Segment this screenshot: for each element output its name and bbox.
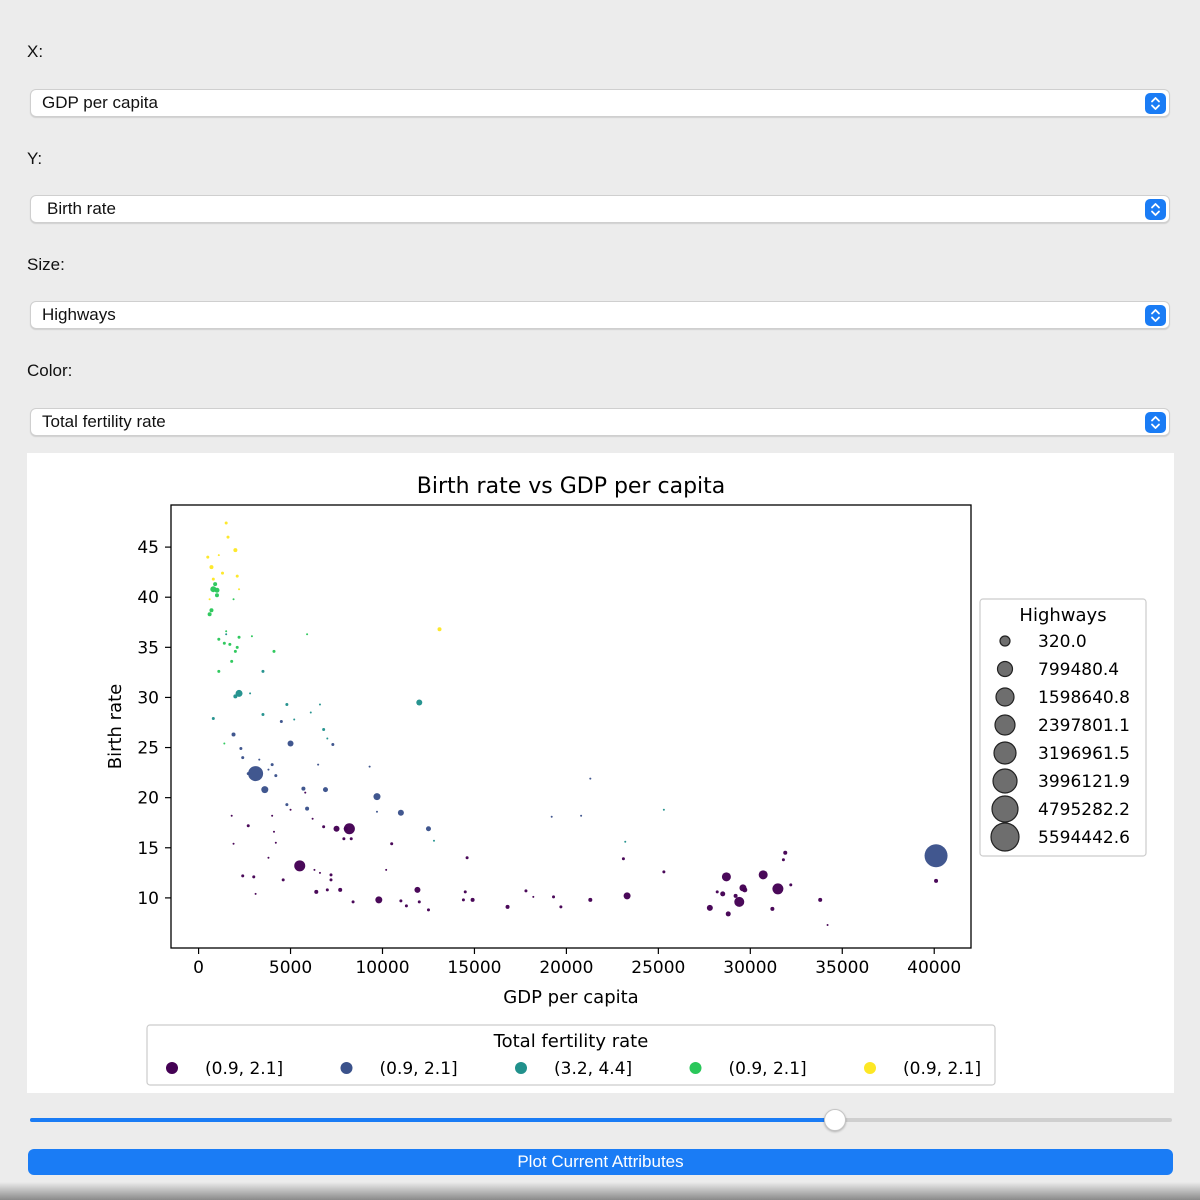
- data-point: [288, 741, 294, 747]
- data-point: [310, 711, 312, 713]
- data-point: [209, 608, 213, 612]
- size-select-value: Highways: [42, 305, 116, 324]
- data-point: [252, 875, 255, 878]
- slider-fill: [30, 1118, 835, 1122]
- color-legend-label: (0.9, 2.1]: [903, 1059, 982, 1079]
- data-point: [438, 627, 442, 631]
- size-legend-label: 799480.4: [1038, 660, 1120, 680]
- color-legend-marker: [690, 1062, 702, 1074]
- y-axis-select-value: Birth rate: [47, 199, 116, 218]
- data-point: [214, 588, 219, 593]
- data-point: [206, 556, 209, 559]
- y-tick-label: 15: [137, 838, 159, 859]
- data-point: [306, 633, 308, 635]
- data-point: [319, 703, 321, 705]
- size-legend-marker: [992, 796, 1018, 822]
- data-point: [241, 874, 244, 877]
- data-point: [589, 778, 591, 780]
- data-point: [662, 870, 665, 873]
- data-point: [267, 857, 269, 859]
- y-tick-label: 10: [137, 888, 159, 909]
- up-down-chevron-icon: [1145, 305, 1166, 326]
- data-point: [209, 598, 211, 600]
- data-point: [285, 803, 288, 806]
- size-legend-label: 5594442.6: [1038, 828, 1130, 848]
- color-legend-marker: [864, 1062, 876, 1074]
- color-label: Color:: [27, 361, 73, 380]
- color-legend-label: (0.9, 2.1]: [379, 1059, 458, 1079]
- data-point: [213, 582, 217, 586]
- data-point: [225, 522, 228, 525]
- color-legend-label: (0.9, 2.1]: [205, 1059, 284, 1079]
- data-point: [716, 890, 719, 893]
- data-point: [249, 692, 251, 694]
- y-tick-label: 40: [137, 588, 159, 609]
- data-point: [238, 588, 240, 590]
- data-point: [209, 565, 213, 569]
- size-legend-label: 4795282.2: [1038, 800, 1130, 820]
- size-legend-label: 2397801.1: [1038, 716, 1130, 736]
- x-tick-label: 20000: [539, 958, 594, 978]
- data-point: [238, 636, 241, 639]
- data-point: [234, 650, 237, 653]
- data-point: [405, 904, 408, 907]
- data-point: [275, 842, 277, 844]
- color-legend-title: Total fertility rate: [493, 1031, 649, 1052]
- size-legend-marker: [991, 823, 1019, 851]
- data-point: [552, 895, 555, 898]
- data-point: [294, 860, 305, 871]
- x-axis-label: X:: [27, 42, 44, 61]
- plot-frame: [171, 505, 971, 948]
- x-axis-select[interactable]: [30, 89, 1170, 117]
- data-point: [330, 878, 333, 881]
- x-tick-label: 0: [193, 958, 205, 978]
- data-point: [580, 815, 582, 817]
- up-down-chevron-icon: [1145, 199, 1166, 220]
- data-point: [236, 575, 239, 578]
- data-point: [227, 536, 230, 539]
- y-axis-label: Y:: [27, 149, 43, 168]
- data-point: [236, 646, 239, 649]
- data-point: [221, 572, 224, 575]
- y-tick-label: 45: [137, 538, 159, 559]
- data-point: [212, 717, 215, 720]
- up-down-chevron-icon: [1145, 93, 1166, 114]
- data-point: [285, 703, 288, 706]
- data-point: [326, 888, 329, 891]
- data-point: [827, 924, 829, 926]
- data-point: [624, 841, 626, 843]
- size-legend-label: 320.0: [1038, 632, 1087, 652]
- size-legend-marker: [993, 769, 1017, 793]
- y-axis-title: Birth rate: [105, 683, 126, 770]
- data-point: [375, 896, 382, 903]
- size-select[interactable]: [30, 301, 1170, 329]
- data-point: [759, 870, 768, 879]
- data-point: [385, 869, 387, 871]
- data-point: [212, 578, 215, 581]
- data-point: [818, 898, 822, 902]
- size-legend-marker: [995, 715, 1015, 735]
- data-point: [433, 840, 435, 842]
- data-point: [344, 823, 355, 834]
- data-point: [255, 893, 257, 895]
- data-point: [230, 660, 233, 663]
- data-point: [225, 633, 227, 635]
- size-label: Size:: [27, 255, 65, 274]
- data-point: [559, 905, 562, 908]
- data-point: [783, 851, 787, 855]
- data-point: [782, 858, 785, 861]
- data-point: [241, 756, 244, 759]
- data-point: [304, 792, 306, 794]
- data-point: [350, 837, 353, 840]
- data-point: [466, 856, 469, 859]
- y-tick-label: 30: [137, 688, 159, 709]
- data-point: [225, 630, 227, 632]
- data-point: [293, 718, 295, 720]
- data-point: [399, 899, 402, 902]
- data-point: [233, 843, 235, 845]
- data-point: [398, 810, 404, 816]
- data-point: [720, 891, 725, 896]
- data-point: [223, 743, 225, 745]
- data-point: [267, 769, 269, 771]
- x-tick-label: 30000: [723, 958, 778, 978]
- up-down-chevron-icon: [1145, 412, 1166, 433]
- data-point: [588, 898, 592, 902]
- data-point: [247, 824, 250, 827]
- size-legend-marker: [994, 742, 1016, 764]
- color-legend-label: (0.9, 2.1]: [728, 1059, 807, 1079]
- data-point: [418, 900, 421, 903]
- color-select[interactable]: [30, 408, 1170, 436]
- data-point: [524, 889, 527, 892]
- window-bottom-edge: [0, 1182, 1200, 1200]
- data-point: [271, 815, 273, 817]
- data-point: [390, 842, 393, 845]
- color-legend-marker: [515, 1062, 527, 1074]
- size-legend-marker: [1000, 636, 1010, 646]
- chart-title: Birth rate vs GDP per capita: [416, 474, 726, 499]
- chart-panel: [27, 453, 1174, 1093]
- data-point: [426, 826, 431, 831]
- data-point: [427, 908, 430, 911]
- data-point: [305, 807, 309, 811]
- x-tick-label: 5000: [268, 958, 313, 978]
- data-point: [208, 612, 212, 616]
- data-point: [223, 642, 226, 645]
- x-tick-label: 25000: [631, 958, 686, 978]
- x-axis-title: GDP per capita: [503, 987, 639, 1008]
- data-point: [301, 787, 305, 791]
- size-legend-title: Highways: [1019, 605, 1107, 626]
- data-point: [551, 816, 553, 818]
- data-point: [789, 883, 792, 886]
- y-tick-label: 25: [137, 738, 159, 759]
- data-point: [217, 638, 220, 641]
- data-point: [722, 872, 731, 881]
- data-point: [734, 894, 738, 898]
- data-point: [290, 809, 292, 811]
- data-point: [331, 743, 334, 746]
- data-point: [322, 825, 325, 828]
- data-point: [330, 873, 333, 876]
- data-point: [376, 811, 378, 813]
- data-point: [934, 879, 938, 883]
- x-tick-label: 35000: [815, 958, 870, 978]
- data-point: [232, 733, 236, 737]
- y-tick-label: 20: [137, 788, 159, 809]
- data-point: [734, 897, 744, 907]
- data-point: [228, 643, 231, 646]
- data-point: [342, 837, 345, 840]
- size-legend-label: 3996121.9: [1038, 772, 1130, 792]
- data-point: [239, 747, 242, 750]
- data-point: [251, 635, 253, 637]
- data-point: [373, 793, 380, 800]
- data-point: [707, 905, 713, 911]
- size-legend-label: 1598640.8: [1038, 688, 1130, 708]
- data-point: [313, 869, 315, 871]
- data-point: [274, 774, 277, 777]
- slider[interactable]: [30, 1107, 1172, 1133]
- data-point: [624, 892, 631, 899]
- y-tick-label: 35: [137, 638, 159, 659]
- data-point: [532, 896, 534, 898]
- data-point: [271, 763, 274, 766]
- size-legend-marker: [998, 662, 1013, 677]
- data-point: [233, 598, 235, 600]
- data-point: [282, 878, 285, 881]
- data-point: [322, 728, 325, 731]
- data-point: [414, 887, 420, 893]
- color-legend-marker: [166, 1062, 178, 1074]
- data-point: [506, 905, 510, 909]
- scatter-chart: [27, 453, 1174, 1093]
- data-point: [334, 826, 340, 832]
- data-point: [663, 809, 665, 811]
- data-point: [352, 900, 355, 903]
- data-point: [462, 898, 465, 901]
- data-point: [273, 831, 275, 833]
- slider-thumb[interactable]: [824, 1109, 846, 1131]
- data-point: [464, 890, 467, 893]
- data-point: [326, 738, 328, 740]
- data-point: [317, 764, 319, 766]
- data-point: [236, 690, 243, 697]
- data-point: [248, 766, 263, 781]
- color-legend-marker: [341, 1062, 353, 1074]
- x-tick-label: 10000: [355, 958, 410, 978]
- data-point: [323, 787, 328, 792]
- data-point: [217, 670, 220, 673]
- data-point: [312, 818, 314, 820]
- data-point: [261, 786, 268, 793]
- data-point: [319, 872, 321, 874]
- x-axis-select-value: GDP per capita: [42, 93, 158, 112]
- data-point: [215, 593, 219, 597]
- data-point: [925, 844, 948, 867]
- data-point: [622, 857, 625, 860]
- data-point: [369, 766, 371, 768]
- x-tick-label: 40000: [907, 958, 962, 978]
- data-point: [772, 883, 783, 894]
- data-point: [233, 548, 237, 552]
- data-point: [338, 888, 342, 892]
- data-point: [280, 720, 283, 723]
- data-point: [218, 554, 220, 556]
- data-point: [272, 650, 275, 653]
- size-legend-label: 3196961.5: [1038, 744, 1130, 764]
- data-point: [416, 699, 422, 705]
- x-tick-label: 15000: [447, 958, 502, 978]
- color-legend-label: (3.2, 4.4]: [554, 1059, 633, 1079]
- data-point: [258, 759, 260, 761]
- size-legend-marker: [996, 688, 1014, 706]
- data-point: [726, 911, 731, 916]
- data-point: [261, 713, 264, 716]
- data-point: [770, 907, 774, 911]
- data-point: [231, 815, 233, 817]
- data-point: [742, 887, 747, 892]
- data-point: [471, 898, 475, 902]
- plot-current-attributes-button[interactable]: Plot Current Attributes: [28, 1149, 1173, 1175]
- color-select-value: Total fertility rate: [42, 412, 166, 431]
- data-point: [261, 670, 264, 673]
- data-point: [314, 890, 318, 894]
- y-axis-select[interactable]: [30, 195, 1170, 223]
